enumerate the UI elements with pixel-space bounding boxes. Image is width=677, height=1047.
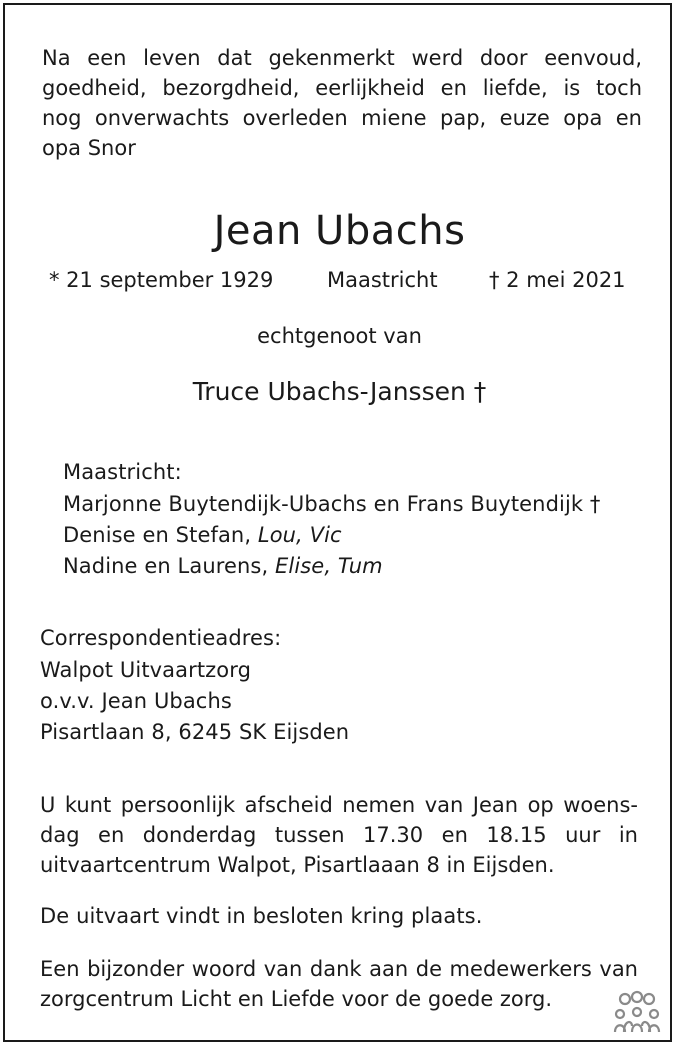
spouse-name: Truce Ubachs-Janssen † — [192, 377, 487, 406]
spouse-label: echtgenoot van — [257, 324, 422, 348]
deceased-name: Jean Ubachs — [213, 208, 466, 254]
family-names: Denise en Stefan, — [63, 523, 258, 547]
thanks-line: Een bijzonder woord van dank aan de medewerkers van — [40, 957, 638, 981]
family-line — [63, 489, 601, 519]
birth-date: * 21 september 1929 — [49, 268, 274, 292]
intro-paragraph — [42, 43, 642, 163]
correspondence-heading: Correspondentieadres: — [40, 626, 282, 650]
death-date: † 2 mei 2021 — [489, 268, 626, 292]
family-names: Marjonne Buytendijk-Ubachs en Frans Buytendijk † — [63, 492, 601, 516]
intro-line: nog onverwachts overleden miene pap, euze opa en — [42, 106, 642, 130]
family-line — [63, 520, 342, 550]
correspondence-line: Walpot Uitvaartzorg — [40, 658, 252, 682]
family-names: Nadine en Laurens, — [63, 554, 276, 578]
intro-line: Na een leven dat gekenmerkt werd door eenvoud, — [42, 46, 642, 70]
visit-line: uitvaartcentrum Walpot, Pisartlaaan 8 in Eijsden. — [40, 853, 555, 877]
family-people-icon — [612, 990, 662, 1034]
thanks-paragraph — [40, 954, 638, 1014]
family-line — [63, 551, 383, 581]
death-place: Maastricht — [327, 268, 438, 292]
visit-line: U kunt persoonlijk afscheid nemen van Jean op woens- — [40, 793, 638, 817]
correspondence-address: Pisartlaan 8, 6245 SK Eijsden — [40, 720, 350, 744]
thanks-line: zorgcentrum Licht en Liefde voor de goede zorg. — [40, 987, 553, 1011]
intro-line: goedheid, bezorgdheid, eerlijkheid en liefde, is toch — [42, 76, 642, 100]
family-heading: Maastricht: — [63, 460, 182, 484]
intro-line: opa Snor — [42, 136, 136, 160]
visit-line: dag en donderdag tussen 17.30 en 18.15 uur in — [40, 823, 638, 847]
obituary-card — [3, 3, 672, 1042]
visit-paragraph — [40, 790, 638, 880]
grandchildren: Elise, Tum — [275, 554, 383, 578]
correspondence-line: o.v.v. Jean Ubachs — [40, 689, 232, 713]
funeral-note: De uitvaart vindt in besloten kring plaats. — [40, 904, 483, 928]
grandchildren: Lou, Vic — [257, 523, 342, 547]
